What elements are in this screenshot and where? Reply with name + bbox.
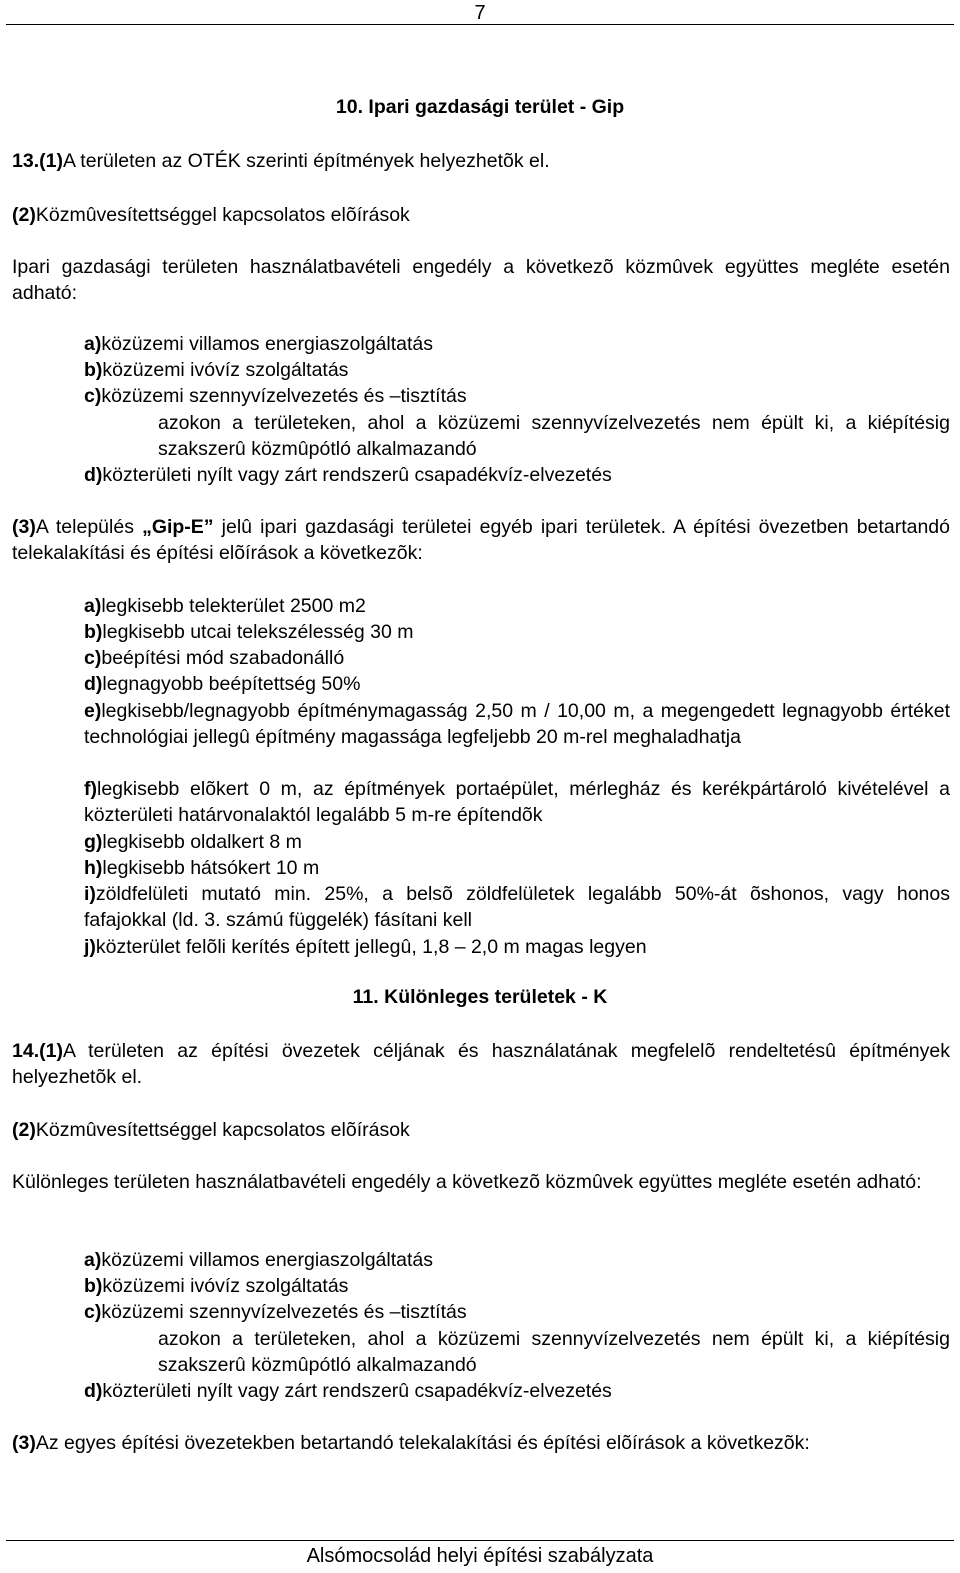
- paragraph-14-1: [12, 1038, 950, 1090]
- list-letter: d): [84, 1380, 103, 1402]
- page-footer: Alsómocsolád helyi építési szabályzata: [306, 1545, 654, 1567]
- section-10-heading: 10. Ipari gazdasági terület - Gip: [335, 96, 625, 118]
- utilities-intro: Ipari gazdasági területen használatbavételi engedély a következõ közmûvek együttes megléte esetén adható:: [12, 256, 950, 304]
- rule-item: [84, 619, 414, 645]
- rule-text: legkisebb utcai telekszélesség 30 m: [102, 621, 414, 643]
- list-text: közüzemi villamos energiaszolgáltatás: [101, 1249, 433, 1271]
- paragraph-number: 14.: [12, 1040, 40, 1062]
- list-letter: a): [84, 333, 102, 355]
- section-11-heading: 11. Különleges területek - K: [352, 986, 608, 1008]
- list-letter: a): [84, 1249, 102, 1271]
- zone-code: „Gip-E”: [142, 516, 214, 538]
- list-text: közterületi nyílt vagy zárt rendszerû csapadékvíz-elvezetés: [102, 1380, 612, 1402]
- paragraph-text: A területen az építési övezetek céljának és használatának megfelelõ rendeltetésû építmények helyezhetõk el.: [12, 1040, 950, 1088]
- list-item: [84, 331, 433, 357]
- rule-item: [84, 698, 950, 750]
- rule-letter: b): [84, 621, 103, 643]
- rule-text: legkisebb hátsókert 10 m: [102, 857, 320, 879]
- rule-item: [84, 671, 360, 697]
- paragraph-13-2: [12, 202, 410, 228]
- list-item: [84, 1247, 433, 1273]
- subsection-number: (1): [39, 150, 63, 172]
- header-rule: [6, 24, 954, 25]
- list-item: [84, 1299, 467, 1325]
- rule-text: legkisebb telekterület 2500 m2: [101, 595, 366, 617]
- utilities-intro: Különleges területen használatbavételi engedély a következõ közmûvek együttes megléte esetén adható:: [12, 1171, 922, 1193]
- subsection-number: (1): [39, 1040, 63, 1062]
- list-letter: d): [84, 464, 103, 486]
- rule-text: legkisebb/legnagyobb építménymagasság 2,50 m / 10,00 m, a megengedett legnagyobb értéket technológiai jellegû építmény magassága legfeljebb 20 m-rel meghaladhatja: [84, 700, 950, 748]
- paragraph-number: 13.: [12, 150, 40, 172]
- paragraph-14-3: [12, 1430, 810, 1456]
- list-text: közüzemi szennyvízelvezetés és –tisztítás: [101, 385, 467, 407]
- rule-text: közterület felõli kerítés épített jellegû, 1,8 – 2,0 m magas legyen: [95, 936, 647, 958]
- rule-item: [84, 776, 950, 828]
- list-item: [84, 1378, 612, 1404]
- rule-letter: e): [84, 700, 102, 722]
- list-text: közterületi nyílt vagy zárt rendszerû csapadékvíz-elvezetés: [102, 464, 612, 486]
- list-letter: c): [84, 1301, 102, 1323]
- paragraph-text: A területen az OTÉK szerinti építmények helyezhetõk el.: [62, 150, 550, 172]
- subsection-number: (2): [12, 204, 36, 226]
- paragraph-text: A település: [35, 516, 143, 538]
- rule-item: [84, 645, 344, 671]
- paragraph-text: Közmûvesítettséggel kapcsolatos elõírások: [35, 1119, 410, 1141]
- rule-text: legnagyobb beépítettség 50%: [102, 673, 361, 695]
- subsection-number: (3): [12, 1432, 36, 1454]
- rule-letter: g): [84, 831, 103, 853]
- paragraph-14-2: [12, 1117, 410, 1143]
- list-text: közüzemi ivóvíz szolgáltatás: [102, 359, 349, 381]
- rule-letter: c): [84, 647, 102, 669]
- subsection-number: (2): [12, 1119, 36, 1141]
- rule-item: [84, 881, 950, 933]
- rule-letter: h): [84, 857, 103, 879]
- paragraph-13-1: [12, 148, 550, 174]
- list-item: [84, 1273, 348, 1299]
- rule-text: legkisebb elõkert 0 m, az építmények portaépület, mérlegház és kerékpártároló kivételével a közterületi határvonalaktól legalább 5 m-re építendõk: [84, 778, 950, 826]
- paragraph-text: Közmûvesítettséggel kapcsolatos elõírások: [35, 204, 410, 226]
- list-letter: c): [84, 385, 102, 407]
- paragraph-text: jelû ipari gazdasági területei egyéb ipari területek. A építési övezetben betartandó telekalakítási és építési elõírások a következõk:: [12, 516, 950, 564]
- paragraph-text: Az egyes építési övezetekben betartandó telekalakítási és építési elõírások a következõk:: [35, 1432, 810, 1454]
- rule-item: [84, 593, 366, 619]
- rule-letter: a): [84, 595, 102, 617]
- rule-text: beépítési mód szabadonálló: [101, 647, 345, 669]
- list-item-note: azokon a területeken, ahol a közüzemi szennyvízelvezetés nem épült ki, a kiépítésig szakszerû közmûpótló alkalmazandó: [158, 412, 950, 460]
- rule-item: [84, 855, 319, 881]
- list-item: [84, 462, 612, 488]
- rule-letter: d): [84, 673, 103, 695]
- subsection-number: (3): [12, 516, 36, 538]
- list-text: közüzemi ivóvíz szolgáltatás: [102, 1275, 349, 1297]
- list-letter: b): [84, 1275, 103, 1297]
- list-text: közüzemi villamos energiaszolgáltatás: [101, 333, 433, 355]
- list-item-note: azokon a területeken, ahol a közüzemi szennyvízelvezetés nem épült ki, a kiépítésig szakszerû közmûpótló alkalmazandó: [158, 1328, 950, 1376]
- rule-item: [84, 934, 647, 960]
- page-number: 7: [474, 2, 486, 24]
- list-item: [84, 383, 467, 409]
- list-item: [84, 357, 348, 383]
- rule-text: legkisebb oldalkert 8 m: [102, 831, 302, 853]
- list-text: közüzemi szennyvízelvezetés és –tisztítás: [101, 1301, 467, 1323]
- rule-text: zöldfelületi mutató min. 25%, a belsõ zöldfelületek legalább 50%-át õshonos, vagy honos fafajokkal (ld. 3. számú függelék) fásítani kell: [84, 883, 950, 931]
- rule-item: [84, 829, 302, 855]
- paragraph-13-3: [12, 514, 950, 566]
- rule-letter: f): [84, 778, 97, 800]
- rule-letter: j): [84, 936, 96, 958]
- rule-letter: i): [84, 883, 96, 905]
- list-letter: b): [84, 359, 103, 381]
- footer-rule: [6, 1540, 954, 1541]
